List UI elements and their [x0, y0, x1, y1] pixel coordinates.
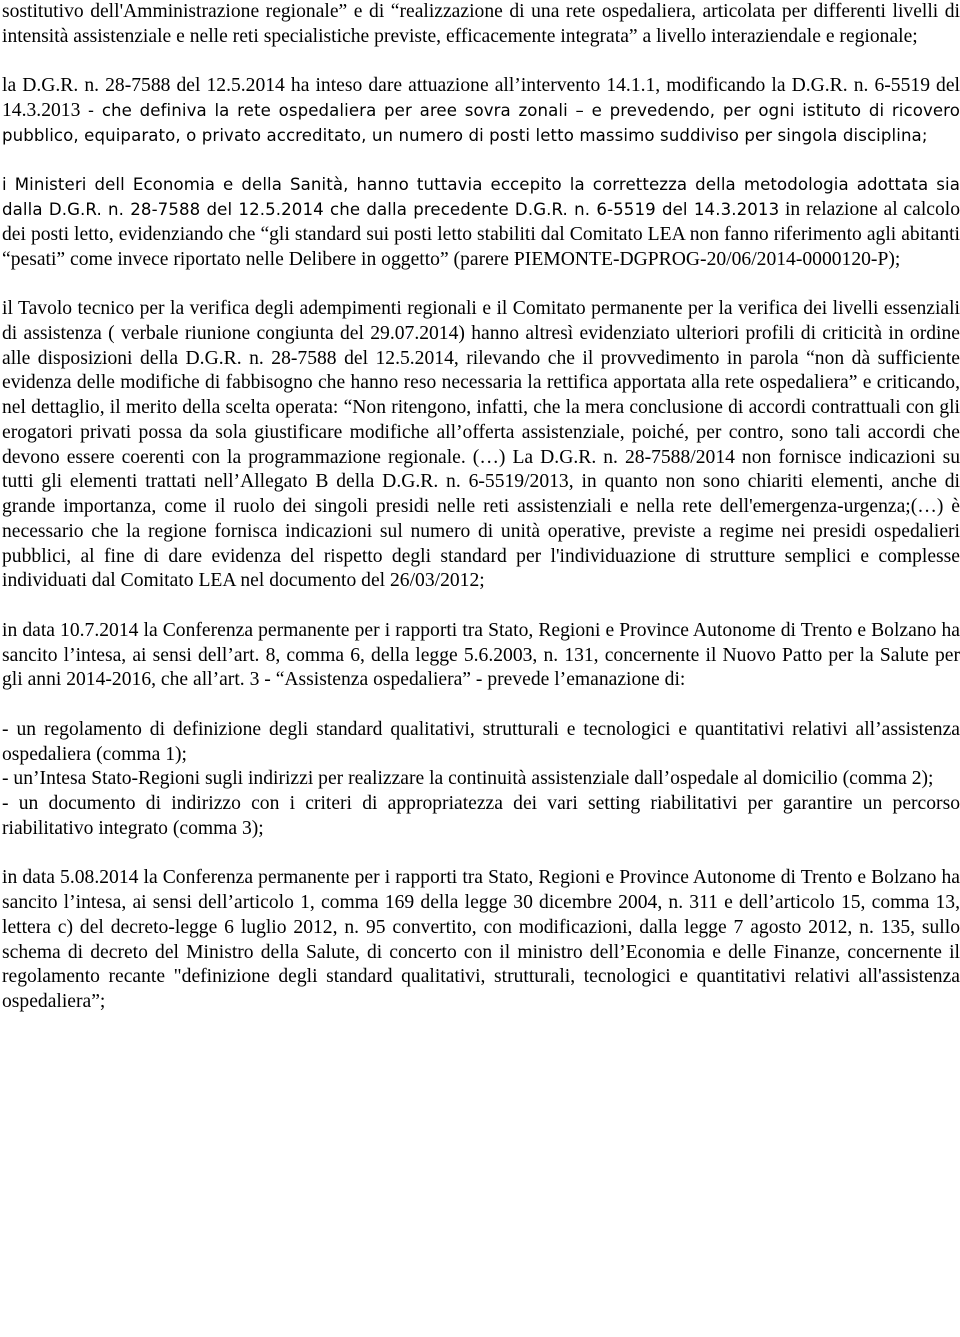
paragraph-gap [2, 272, 960, 297]
paragraph-gap [2, 594, 960, 619]
paragraph-ministeri-serif: in relazione al calcolo dei posti letto, evidenziando che “gli standard sui posti letto stabiliti dal Comitato LEA non fanno riferimento agli abitanti “pesati” come invece riportato nelle Delibere in oggetto” (parere PIEMONTE-DGPROG-20/06/2014-0000120-P); [2, 199, 960, 270]
paragraph-conferenza-5-08-2014: in data 5.08.2014 la Conferenza permanente per i rapporti tra Stato, Regioni e Province Autonome di Trento e Bolzano ha sancito l’intesa, ai sensi dell’articolo 1, comma 169 della legge 30 dicembre 2004, n. 311 e dell’articolo 15, comma 13, lettera c) del decreto-legge 6 luglio 2012, n. 95 convertito, con modificazioni, dalla legge 7 agosto 2012, n. 135, sullo schema di decreto del Ministro della Salute, di concerto con il ministro dell’Economia e delle Finanze, concernente il regolamento recante "definizione degli standard qualitativi, strutturali, tecnologici e quantitativi relativi all'assistenza ospedaliera”; [2, 867, 960, 1012]
paragraph-dgr-28-7588-serif: la D.G.R. n. 28-7588 del 12.5.2014 ha inteso dare attuazione all’intervento 14.1.1, modificando la D.G.R. n. 6-5519 del 14.3.2013 [2, 75, 960, 121]
list-item-regolamento: - un regolamento di definizione degli standard qualitativi, strutturali e tecnologici e quantitativi relativi all’assistenza ospedaliera (comma 1); [2, 718, 960, 765]
list-item-intesa: - un’Intesa Stato-Regioni sugli indirizzi per realizzare la continuità assistenziale dall’ospedale al domicilio (comma 2); [2, 768, 934, 790]
paragraph-dgr-28-7588 [2, 74, 960, 148]
paragraph-gap [2, 149, 960, 174]
paragraph-gap [2, 693, 960, 718]
paragraph-gap [2, 50, 960, 75]
paragraph-ministeri-sans: i Ministeri dell Economia e della Sanità, hanno tuttavia eccepito la correttezza della metodologia adottata sia dalla D.G.R. n. 28-7588 del 12.5.2014 che dalla precedente D.G.R. n. 6-5519 del 14.3.2013 [2, 175, 960, 219]
list-item-documento-indirizzo: - un documento di indirizzo con i criteri di appropriatezza dei vari setting riabilitativi per garantire un percorso riabilitativo integrato (comma 3); [2, 793, 960, 839]
paragraph-conferenza-10-7-2014: in data 10.7.2014 la Conferenza permanente per i rapporti tra Stato, Regioni e Province Autonome di Trento e Bolzano ha sancito l’intesa, ai sensi dell’art. 8, comma 6, della legge 5.6.2003, n. 131, concernente il Nuovo Patto per la Salute per gli anni 2014-2016, che all’art. 3 - “Assistenza ospedaliera” - prevede l’emanazione di: [2, 619, 960, 691]
paragraph-gap [2, 842, 960, 867]
paragraph-rete-ospedaliera: sostitutivo dell'Amministrazione regionale” e di “realizzazione di una rete ospedaliera, articolata per differenti livelli di intensità assistenziale e nelle reti specialistiche previste, efficacemente integrata” a livello interaziendale e regionale; [2, 1, 960, 47]
paragraph-dgr-28-7588-sans: - che definiva la rete ospedaliera per aree sovra zonali – e prevedendo, per ogni istituto di ricovero pubblico, equiparato, o privato accreditato, un numero di posti letto massimo suddiviso per singola disciplina; [2, 101, 960, 145]
paragraph-ministeri [2, 173, 960, 272]
paragraph-tavolo-tecnico: il Tavolo tecnico per la verifica degli adempimenti regionali e il Comitato permanente per la verifica dei livelli essenziali di assistenza ( verbale riunione congiunta del 29.07.2014) hanno altresì evidenziato ulteriori profili di criticità in ordine alle disposizioni della D.G.R. n. 28-7588 del 12.5.2014, rilevando che il provvedimento in parola “non dà sufficiente evidenza delle modifiche di fabbisogno che hanno reso necessaria la rettifica apportata alla rete ospedaliera” e criticando, nel dettaglio, il merito della scelta operata: “Non ritengono, infatti, che la mera conclusione di accordi contrattuali con gli erogatori privati possa da sola giustificare modifiche all’offerta assistenziale, poiché, per contro, sono tali accordi che devono essere coerenti con la programmazione regionale. (…) La D.G.R. n. 28-7588/2014 non fornisce indicazioni su tutti gli elementi trattati nell’Allegato B della D.G.R. n. 6-5519/2013, in quanto non sono chiariti elementi, anche di grande importanza, come il ruolo dei singoli presidi nelle reti assistenziali e nella rete dell'emergenza-urgenza;(…) è necessario che la regione fornisca indicazioni sul numero di unità operative, previste a regime nei presidi ospedalieri pubblici, al fine di dare evidenza del rispetto degli standard per l'individuazione di strutture semplici e complesse individuati dal Comitato LEA nel documento del 26/03/2012; [2, 298, 960, 592]
